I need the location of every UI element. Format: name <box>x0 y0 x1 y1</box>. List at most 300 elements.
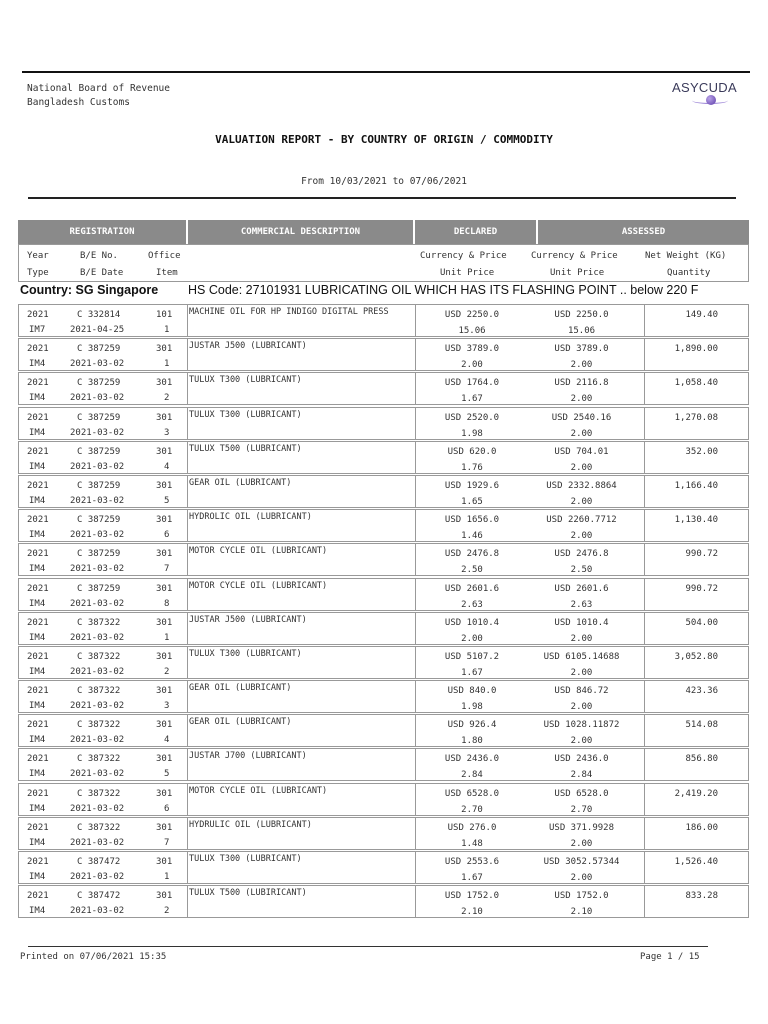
cell-assessed-unit-price: 2.00 <box>570 702 593 713</box>
cell-declared-unit-price: 1.76 <box>461 462 483 473</box>
cell-net-weight: 833.28 <box>685 891 718 902</box>
cell-year: 2021 <box>27 720 49 731</box>
header-declared: DECLARED <box>415 220 536 244</box>
cell-net-weight: 1,058.40 <box>674 378 718 389</box>
cell-assessed-unit-price: 15.06 <box>567 326 596 336</box>
cell-type: IM4 <box>29 359 46 370</box>
cell-assessed-unit-price: 2.00 <box>570 496 593 507</box>
cell-net-weight: 1,166.40 <box>674 480 718 491</box>
cell-assessed-unit-price: 2.00 <box>570 531 593 542</box>
cell-year: 2021 <box>27 686 49 697</box>
cell-declared-price: USD 1764.0 <box>444 378 500 389</box>
cell-net-weight: 514.08 <box>685 720 718 731</box>
cell-declared-price: USD 3789.0 <box>444 344 500 355</box>
cell-net-weight: 3,052.80 <box>674 651 718 662</box>
column-divider <box>187 544 188 575</box>
subheader-type: Type <box>27 268 49 278</box>
subheader-net-weight: Net Weight (KG) <box>645 251 727 261</box>
cell-net-weight: 352.00 <box>685 446 718 457</box>
cell-declared-price: USD 2250.0 <box>444 310 500 320</box>
cell-type: IM4 <box>29 530 46 541</box>
cell-type: IM4 <box>29 666 46 677</box>
column-divider <box>187 442 188 473</box>
cell-year: 2021 <box>27 480 49 491</box>
cell-office: 301 <box>156 412 173 423</box>
cell-assessed-unit-price: 2.00 <box>570 633 593 644</box>
cell-item: 1 <box>164 359 170 370</box>
cell-commercial-description: GEAR OIL (LUBRICANT) <box>189 717 292 728</box>
cell-be-date: 2021-04-25 <box>70 325 125 335</box>
cell-office: 301 <box>156 583 173 594</box>
cell-office: 301 <box>156 549 173 560</box>
cell-type: IM4 <box>29 837 46 848</box>
cell-year: 2021 <box>27 754 49 765</box>
cell-be-no: C 387259 <box>77 378 121 389</box>
cell-be-date: 2021-03-02 <box>70 803 125 814</box>
cell-declared-unit-price: 2.10 <box>461 907 483 918</box>
cell-be-date: 2021-03-02 <box>70 666 125 677</box>
cell-assessed-price: USD 3789.0 <box>554 344 609 355</box>
group-header <box>18 283 758 301</box>
column-divider <box>187 749 188 780</box>
cell-assessed-unit-price: 2.00 <box>570 360 593 371</box>
header-registration: REGISTRATION <box>18 220 186 244</box>
table-row <box>18 851 749 884</box>
column-divider <box>187 613 188 644</box>
cell-commercial-description: TULUX T300 (LUBRICANT) <box>189 409 302 420</box>
cell-assessed-price: USD 704.01 <box>554 446 609 457</box>
column-divider <box>415 749 416 780</box>
cell-commercial-description: TULUX T300 (LUBRICANT) <box>189 648 302 659</box>
column-divider <box>415 886 416 917</box>
subheader-be-no: B/E No. <box>80 251 118 261</box>
cell-year: 2021 <box>27 857 49 867</box>
cell-office: 301 <box>156 754 173 765</box>
cell-declared-price: USD 620.0 <box>447 446 497 457</box>
cell-declared-unit-price: 1.67 <box>461 667 483 678</box>
table-row <box>18 543 749 576</box>
cell-assessed-price: USD 6528.0 <box>554 788 609 799</box>
cell-assessed-price: USD 1028.11872 <box>543 720 620 731</box>
cell-declared-unit-price: 1.48 <box>461 838 483 849</box>
cell-net-weight: 186.00 <box>685 822 718 833</box>
cell-commercial-description: JUSTAR J700 (LUBRICANT) <box>189 751 307 762</box>
cell-be-no: C 387259 <box>77 480 121 491</box>
cell-net-weight: 423.36 <box>685 686 718 697</box>
cell-be-no: C 387259 <box>77 412 121 423</box>
cell-declared-unit-price: 2.84 <box>461 770 483 781</box>
cell-item: 1 <box>164 872 170 882</box>
country-label: Country: SG Singapore <box>20 283 159 297</box>
cell-net-weight: 1,270.08 <box>674 412 718 423</box>
cell-item: 2 <box>164 666 170 677</box>
cell-commercial-description: HYDRULIC OIL (LUBRICANT) <box>189 819 312 830</box>
cell-be-no: C 387259 <box>77 446 121 457</box>
cell-commercial-description: JUSTAR J500 (LUBRICANT) <box>189 341 307 352</box>
table-row <box>18 885 749 918</box>
cell-net-weight: 1,130.40 <box>674 515 718 526</box>
cell-type: IM4 <box>29 598 46 609</box>
cell-year: 2021 <box>27 344 49 355</box>
cell-office: 301 <box>156 480 173 491</box>
cell-type: IM4 <box>29 803 46 814</box>
cell-assessed-price: USD 2116.8 <box>554 378 609 389</box>
table-row <box>18 304 749 337</box>
column-divider <box>415 579 416 610</box>
cell-type: IM4 <box>29 461 46 472</box>
cell-declared-unit-price: 2.50 <box>461 565 483 576</box>
cell-assessed-price: USD 846.72 <box>554 686 609 697</box>
subheader-year: Year <box>27 251 49 261</box>
column-divider <box>187 305 188 336</box>
cell-declared-unit-price: 2.63 <box>461 599 483 610</box>
subheader-quantity: Quantity <box>667 268 711 278</box>
cell-year: 2021 <box>27 310 49 320</box>
asycuda-logo <box>668 80 748 108</box>
subheader-assessed-unit-price: Unit Price <box>550 268 605 278</box>
table-row <box>18 338 749 371</box>
cell-item: 3 <box>164 427 170 438</box>
cell-type: IM4 <box>29 872 46 882</box>
cell-item: 2 <box>164 906 170 917</box>
cell-assessed-price: USD 371.9928 <box>548 822 615 833</box>
cell-office: 301 <box>156 686 173 697</box>
cell-be-date: 2021-03-02 <box>70 769 125 780</box>
column-divider <box>415 613 416 644</box>
cell-declared-unit-price: 1.67 <box>461 394 483 405</box>
cell-assessed-unit-price: 2.00 <box>570 667 593 678</box>
cell-be-date: 2021-03-02 <box>70 837 125 848</box>
cell-office: 101 <box>156 310 173 320</box>
column-divider <box>187 476 188 507</box>
cell-commercial-description: MOTOR CYCLE OIL (LUBRICANT) <box>189 546 328 557</box>
cell-type: IM4 <box>29 564 46 575</box>
cell-declared-unit-price: 1.98 <box>461 702 483 713</box>
cell-be-date: 2021-03-02 <box>70 461 125 472</box>
cell-assessed-unit-price: 2.10 <box>570 907 593 918</box>
cell-be-date: 2021-03-02 <box>70 735 125 746</box>
top-rule <box>22 71 750 73</box>
column-divider <box>415 373 416 404</box>
cell-declared-price: USD 276.0 <box>447 822 497 833</box>
column-divider <box>415 305 416 336</box>
column-divider <box>187 852 188 883</box>
cell-net-weight: 504.00 <box>685 617 718 628</box>
cell-assessed-unit-price: 2.00 <box>570 428 593 439</box>
table-row <box>18 646 749 679</box>
column-divider <box>415 681 416 712</box>
cell-declared-price: USD 2436.0 <box>444 754 500 765</box>
cell-declared-unit-price: 15.06 <box>458 326 486 336</box>
cell-assessed-price: USD 2332.8864 <box>546 480 617 491</box>
cell-year: 2021 <box>27 583 49 594</box>
cell-assessed-price: USD 1752.0 <box>554 891 609 902</box>
cell-assessed-unit-price: 2.84 <box>570 770 593 781</box>
cell-declared-unit-price: 1.67 <box>461 873 483 883</box>
report-date-range: From 10/03/2021 to 07/06/2021 <box>301 176 467 187</box>
cell-assessed-price: USD 6105.14688 <box>543 651 620 662</box>
cell-be-date: 2021-03-02 <box>70 564 125 575</box>
cell-assessed-price: USD 1010.4 <box>554 617 609 628</box>
cell-declared-unit-price: 1.46 <box>461 531 483 542</box>
cell-net-weight: 2,419.20 <box>674 788 718 799</box>
column-divider <box>187 647 188 678</box>
column-divider <box>187 373 188 404</box>
column-divider <box>415 339 416 370</box>
valuation-table-body <box>18 304 749 919</box>
subheader-be-date: B/E Date <box>80 268 124 278</box>
cell-item: 5 <box>164 495 170 506</box>
cell-office: 301 <box>156 651 173 662</box>
cell-commercial-description: JUSTAR J500 (LUBRICANT) <box>189 614 307 625</box>
column-divider <box>415 408 416 439</box>
table-row <box>18 680 749 713</box>
cell-year: 2021 <box>27 515 49 526</box>
cell-declared-price: USD 2476.8 <box>444 549 500 560</box>
header-assessed: ASSESSED <box>538 220 749 244</box>
table-row <box>18 612 749 645</box>
cell-year: 2021 <box>27 891 49 902</box>
cell-declared-price: USD 926.4 <box>447 720 497 731</box>
table-row <box>18 783 749 816</box>
cell-be-no: C 387472 <box>77 891 121 902</box>
cell-net-weight: 1,526.40 <box>674 857 718 867</box>
cell-assessed-unit-price: 2.00 <box>570 736 593 747</box>
cell-item: 2 <box>164 393 170 404</box>
cell-assessed-price: USD 3052.57344 <box>543 857 620 867</box>
header-commercial-description: COMMERCIAL DESCRIPTION <box>188 220 413 244</box>
cell-declared-price: USD 2601.6 <box>444 583 500 594</box>
table-row <box>18 714 749 747</box>
cell-be-no: C 387259 <box>77 583 121 594</box>
cell-assessed-unit-price: 2.63 <box>570 599 593 610</box>
table-row <box>18 475 749 508</box>
cell-be-date: 2021-03-02 <box>70 530 125 541</box>
cell-assessed-unit-price: 2.70 <box>570 804 593 815</box>
column-divider <box>415 476 416 507</box>
cell-type: IM4 <box>29 495 46 506</box>
cell-assessed-price: USD 2476.8 <box>554 549 609 560</box>
cell-office: 301 <box>156 857 173 867</box>
cell-net-weight: 856.80 <box>685 754 718 765</box>
cell-be-date: 2021-03-02 <box>70 495 125 506</box>
cell-commercial-description: TULUX T500 (LUBIRICANT) <box>189 888 307 899</box>
cell-be-no: C 387322 <box>77 822 121 833</box>
cell-declared-unit-price: 1.80 <box>461 736 483 747</box>
cell-declared-price: USD 5107.2 <box>444 651 500 662</box>
column-divider <box>187 818 188 849</box>
column-divider <box>187 579 188 610</box>
cell-type: IM4 <box>29 393 46 404</box>
column-divider <box>187 510 188 541</box>
cell-be-date: 2021-03-02 <box>70 598 125 609</box>
cell-declared-unit-price: 2.70 <box>461 804 483 815</box>
cell-item: 4 <box>164 735 170 746</box>
cell-item: 3 <box>164 701 170 712</box>
header-rule <box>28 197 736 199</box>
cell-assessed-price: USD 2601.6 <box>554 583 609 594</box>
cell-year: 2021 <box>27 549 49 560</box>
column-divider <box>187 339 188 370</box>
subheader-assessed-currency-price: Currency & Price <box>531 251 618 261</box>
cell-be-no: C 387322 <box>77 686 121 697</box>
cell-assessed-unit-price: 2.00 <box>570 873 593 883</box>
cell-declared-price: USD 1929.6 <box>444 480 500 491</box>
column-subheader <box>18 244 749 282</box>
cell-item: 6 <box>164 530 170 541</box>
cell-assessed-price: USD 2260.7712 <box>546 515 617 526</box>
column-divider <box>415 442 416 473</box>
cell-item: 4 <box>164 461 170 472</box>
cell-be-no: C 387322 <box>77 788 121 799</box>
column-divider <box>415 544 416 575</box>
table-row <box>18 748 749 781</box>
cell-office: 301 <box>156 446 173 457</box>
cell-be-no: C 387322 <box>77 720 121 731</box>
cell-declared-price: USD 1010.4 <box>444 617 500 628</box>
column-divider <box>415 647 416 678</box>
report-title: VALUATION REPORT - BY COUNTRY OF ORIGIN / COMMODITY <box>215 133 553 146</box>
cell-commercial-description: MOTOR CYCLE OIL (LUBRICANT) <box>189 785 328 796</box>
column-divider <box>415 852 416 883</box>
table-row <box>18 407 749 440</box>
cell-commercial-description: HYDROLIC OIL (LUBRICANT) <box>189 512 312 523</box>
column-divider <box>187 408 188 439</box>
cell-declared-unit-price: 2.00 <box>461 633 483 644</box>
hs-code-label: HS Code: 27101931 LUBRICATING OIL WHICH HAS ITS FLASHING POINT .. below 220 F <box>188 283 699 297</box>
cell-type: IM4 <box>29 632 46 643</box>
cell-type: IM4 <box>29 906 46 917</box>
subheader-item: Item <box>156 268 178 278</box>
cell-year: 2021 <box>27 822 49 833</box>
cell-office: 301 <box>156 617 173 628</box>
cell-commercial-description: TULUX T300 (LUBRICANT) <box>189 854 302 864</box>
cell-declared-price: USD 2520.0 <box>444 412 500 423</box>
cell-commercial-description: TULUX T300 (LUBRICANT) <box>189 375 302 386</box>
cell-assessed-price: USD 2436.0 <box>554 754 609 765</box>
globe-icon <box>706 95 716 105</box>
cell-be-date: 2021-03-02 <box>70 872 125 882</box>
cell-type: IM4 <box>29 701 46 712</box>
cell-item: 7 <box>164 837 170 848</box>
subheader-office: Office <box>148 251 181 261</box>
cell-be-date: 2021-03-02 <box>70 427 125 438</box>
cell-be-no: C 387259 <box>77 549 121 560</box>
cell-office: 301 <box>156 344 173 355</box>
cell-net-weight: 990.72 <box>685 583 718 594</box>
org-line-1: National Board of Revenue <box>27 83 170 94</box>
cell-office: 301 <box>156 720 173 731</box>
cell-declared-price: USD 6528.0 <box>444 788 500 799</box>
subheader-declared-unit-price: Unit Price <box>440 268 495 278</box>
cell-year: 2021 <box>27 617 49 628</box>
cell-year: 2021 <box>27 378 49 389</box>
cell-type: IM7 <box>29 325 46 335</box>
cell-net-weight: 149.40 <box>685 310 718 320</box>
cell-assessed-unit-price: 2.00 <box>570 462 593 473</box>
cell-be-date: 2021-03-02 <box>70 906 125 917</box>
cell-item: 6 <box>164 803 170 814</box>
table-row <box>18 372 749 405</box>
cell-be-date: 2021-03-02 <box>70 701 125 712</box>
cell-net-weight: 1,890.00 <box>674 344 718 355</box>
page-number: Page 1 / 15 <box>640 952 700 962</box>
cell-commercial-description: TULUX T500 (LUBRICANT) <box>189 443 302 454</box>
org-line-2: Bangladesh Customs <box>27 97 130 108</box>
cell-commercial-description: MOTOR CYCLE OIL (LUBRICANT) <box>189 580 328 591</box>
column-divider <box>415 715 416 746</box>
cell-item: 7 <box>164 564 170 575</box>
logo-text: ASYCUDA <box>672 80 737 95</box>
cell-be-no: C 387472 <box>77 857 121 867</box>
cell-type: IM4 <box>29 427 46 438</box>
cell-office: 301 <box>156 891 173 902</box>
cell-declared-price: USD 2553.6 <box>444 857 500 867</box>
cell-type: IM4 <box>29 769 46 780</box>
cell-commercial-description: GEAR OIL (LUBRICANT) <box>189 477 292 488</box>
cell-assessed-unit-price: 2.00 <box>570 838 593 849</box>
cell-office: 301 <box>156 378 173 389</box>
printed-timestamp: Printed on 07/06/2021 15:35 <box>20 952 167 962</box>
cell-be-no: C 387259 <box>77 344 121 355</box>
cell-commercial-description: MACHINE OIL FOR HP INDIGO DIGITAL PRESS <box>189 307 389 317</box>
cell-item: 8 <box>164 598 170 609</box>
cell-year: 2021 <box>27 788 49 799</box>
cell-item: 1 <box>164 632 170 643</box>
cell-be-no: C 387322 <box>77 617 121 628</box>
column-divider <box>187 886 188 917</box>
column-divider <box>187 681 188 712</box>
cell-be-date: 2021-03-02 <box>70 359 125 370</box>
cell-item: 5 <box>164 769 170 780</box>
cell-office: 301 <box>156 788 173 799</box>
cell-declared-unit-price: 1.65 <box>461 496 483 507</box>
cell-year: 2021 <box>27 651 49 662</box>
cell-assessed-price: USD 2250.0 <box>554 310 609 320</box>
cell-assessed-unit-price: 2.50 <box>570 565 593 576</box>
subheader-declared-currency-price: Currency & Price <box>420 251 507 261</box>
column-divider <box>415 510 416 541</box>
cell-item: 1 <box>164 325 170 335</box>
cell-declared-unit-price: 2.00 <box>461 360 483 371</box>
cell-be-no: C 387322 <box>77 651 121 662</box>
cell-type: IM4 <box>29 735 46 746</box>
column-divider <box>415 784 416 815</box>
cell-declared-price: USD 1752.0 <box>444 891 500 902</box>
cell-be-no: C 387259 <box>77 515 121 526</box>
column-divider <box>415 818 416 849</box>
footer-rule <box>28 946 708 947</box>
cell-year: 2021 <box>27 446 49 457</box>
column-divider <box>187 784 188 815</box>
cell-year: 2021 <box>27 412 49 423</box>
cell-net-weight: 990.72 <box>685 549 718 560</box>
table-row <box>18 441 749 474</box>
cell-declared-unit-price: 1.98 <box>461 428 483 439</box>
cell-office: 301 <box>156 515 173 526</box>
cell-office: 301 <box>156 822 173 833</box>
cell-assessed-unit-price: 2.00 <box>570 394 593 405</box>
cell-be-date: 2021-03-02 <box>70 393 125 404</box>
table-row <box>18 578 749 611</box>
column-divider <box>187 715 188 746</box>
cell-commercial-description: GEAR OIL (LUBRICANT) <box>189 683 292 694</box>
table-row <box>18 817 749 850</box>
cell-be-date: 2021-03-02 <box>70 632 125 643</box>
cell-be-no: C 387322 <box>77 754 121 765</box>
cell-assessed-price: USD 2540.16 <box>551 412 612 423</box>
cell-be-no: C 332814 <box>77 310 121 320</box>
